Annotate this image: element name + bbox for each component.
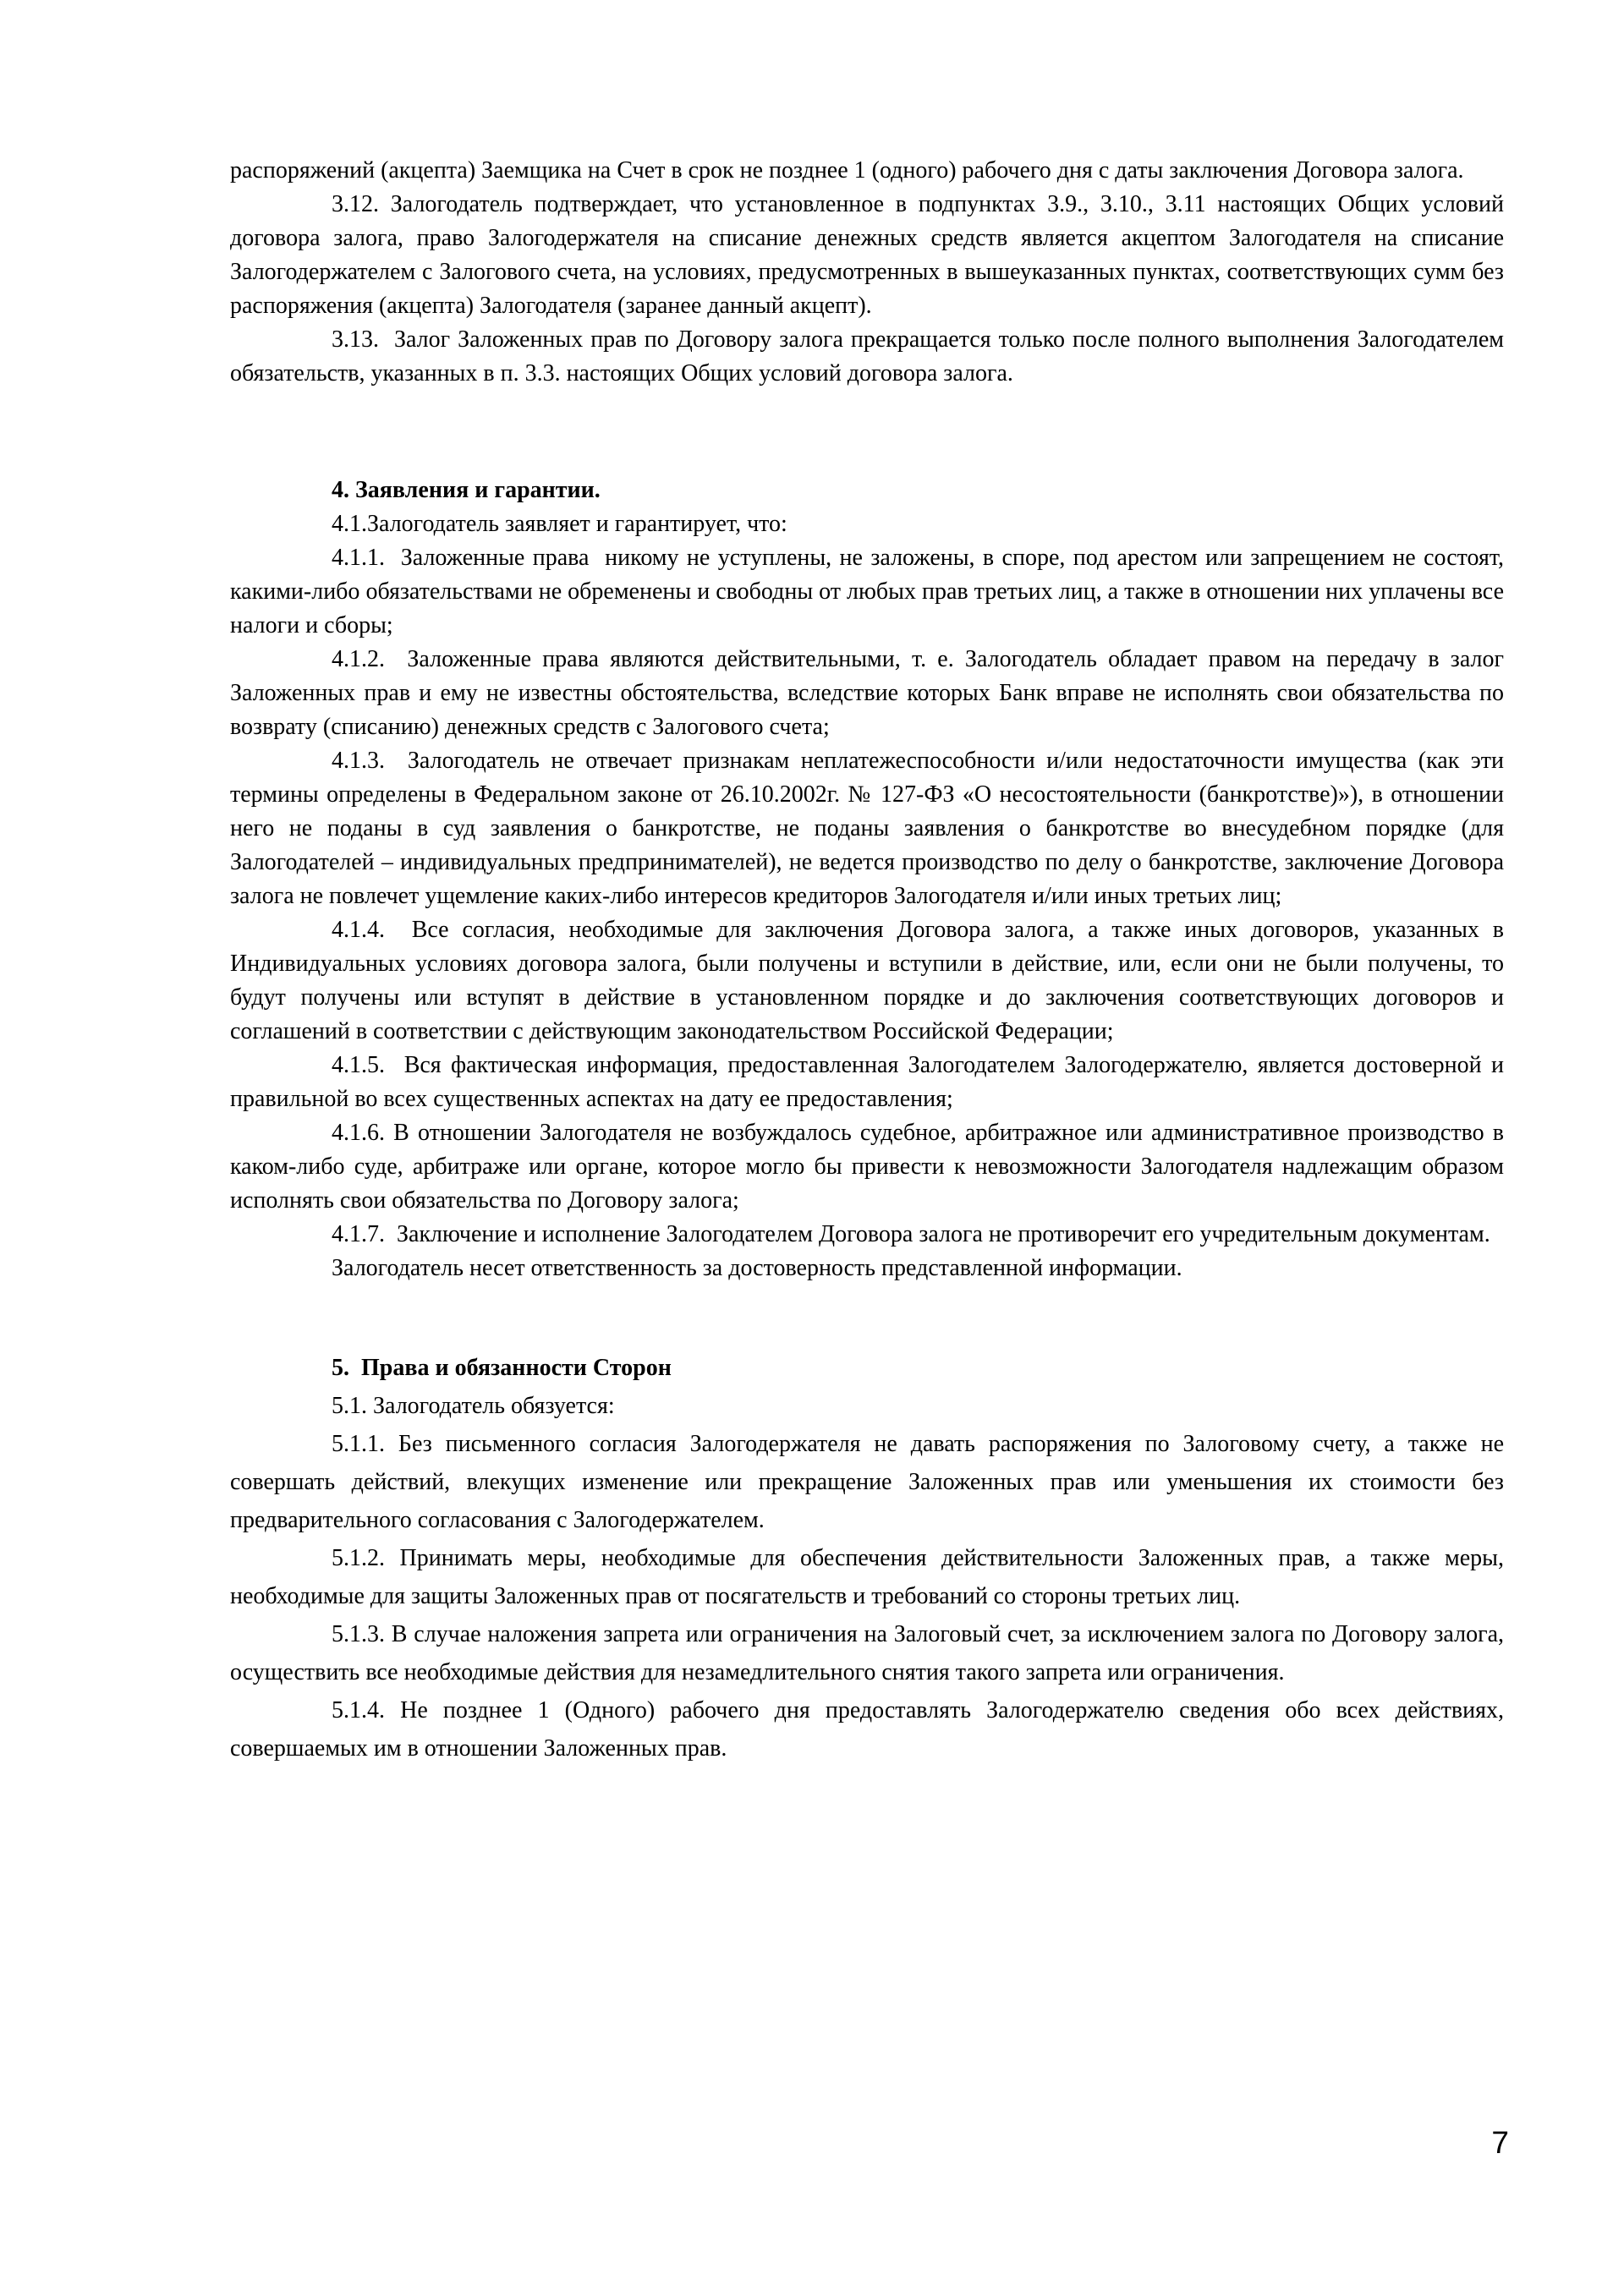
section-5-heading: 5. Права и обязанности Сторон [332,1355,672,1381]
paragraph-3-13: 3.13. Залог Заложенных прав по Договору залога прекращается только после полного выполнения Залогодателем обязательств, указанных в п. 3.3. настоящих Общих условий договора залога. [230,326,1504,386]
paragraph-4-1-2: 4.1.2. Заложенные права являются действительными, т. е. Залогодатель обладает правом на передачу в залог Заложенных прав и ему не известны обстоятельства, вследствие которых Банк вправе не исполнять свои обязательства по возврату (списанию) денежных средств с Залогового счета; [230,646,1504,740]
paragraph-4-1-4: 4.1.4. Все согласия, необходимые для заключения Договора залога, а также иных договоров, указанных в Индивидуальных условиях договора залога, были получены и вступили в действие, или, если они не были получены, то будут получены или вступят в действие в установленном порядке и до заключения соответствующих договоров и соглашений в соответствии с действующим законодательством Российской Федерации; [230,917,1504,1044]
paragraph-4-1-3: 4.1.3. Залогодатель не отвечает признакам неплатежеспособности и/или недостаточности имущества (как эти термины определены в Федеральном законе от 26.10.2002г. № 127-ФЗ «О несостоятельности (банкротстве)»), в отношении него не поданы в суд заявления о банкротстве, не поданы заявления о банкротстве во внесудебном порядке (для Залогодателей – индивидуальных предпринимателей), не ведется производство по делу о банкротстве, заключение Договора залога не повлечет ущемление каких-либо интересов кредиторов Залогодателя и/или иных третьих лиц; [230,748,1504,909]
paragraph-4-1-5: 4.1.5. Вся фактическая информация, предоставленная Залогодателем Залогодержателю, является достоверной и правильной во всех существенных аспектах на дату ее предоставления; [230,1052,1504,1112]
section-4-heading: 4. Заявления и гарантии. [332,477,601,503]
paragraph-4-1-6: 4.1.6. В отношении Залогодателя не возбуждалось судебное, арбитражное или административное производство в каком-либо суде, арбитраже или органе, которое могло бы привести к невозможности Залогодателя надлежащим образом исполнять свои обязательства по Договору залога; [230,1120,1504,1214]
paragraph-5-1-4: 5.1.4. Не позднее 1 (Одного) рабочего дня предоставлять Залогодержателю сведения обо всех действиях, совершаемых им в отношении Заложенных прав. [230,1697,1504,1762]
section-3 [230,154,1504,391]
paragraph-5-1: 5.1. Залогодатель обязуется: [332,1393,615,1419]
page-number: 7 [1491,2125,1509,2160]
paragraph-4-1: 4.1.Залогодатель заявляет и гарантирует, что: [332,511,787,537]
paragraph-4-responsibility: Залогодатель несет ответственность за достоверность представленной информации. [332,1255,1182,1281]
paragraph-continuation: распоряжений (акцепта) Заемщика на Счет в срок не позднее 1 (одного) рабочего дня с даты заключения Договора залога. [230,157,1464,184]
paragraph-4-1-7: 4.1.7. Заключение и исполнение Залогодателем Договора залога не противоречит его учредительным документам. [332,1221,1490,1247]
paragraph-4-1-1: 4.1.1. Заложенные права никому не уступлены, не заложены, в споре, под арестом или запрещением не состоят, какими-либо обязательствами не обременены и свободны от любых прав третьих лиц, а также в отношении них уплачены все налоги и сборы; [230,545,1504,638]
paragraph-5-1-3: 5.1.3. В случае наложения запрета или ограничения на Залоговый счет, за исключением залога по Договору залога, осуществить все необходимые действия для незамедлительного снятия такого запрета или ограничения. [230,1621,1504,1685]
paragraph-5-1-2: 5.1.2. Принимать меры, необходимые для обеспечения действительности Заложенных прав, а также меры, необходимые для защиты Заложенных прав от посягательств и требований со стороны третьих лиц. [230,1545,1504,1609]
text-block [230,154,1504,1767]
paragraph-5-1-1: 5.1.1. Без письменного согласия Залогодержателя не давать распоряжения по Залоговому счету, а также не совершать действий, влекущих изменение или прекращение Заложенных прав или уменьшения их стоимости без предварительного согласования с Залогодержателем. [230,1431,1504,1533]
paragraph-3-12: 3.12. Залогодатель подтверждает, что установленное в подпунктах 3.9., 3.10., 3.11 настоящих Общих условий договора залога, право Залогодержателя на списание денежных средств является акцептом Залогодателя на списание Залогодержателем с Залогового счета, на условиях, предусмотренных в вышеуказанных пунктах, соответствующих сумм без распоряжения (акцепта) Залогодателя (заранее данный акцепт). [230,191,1504,319]
section-5 [230,1349,1504,1767]
section-4 [230,474,1504,1285]
